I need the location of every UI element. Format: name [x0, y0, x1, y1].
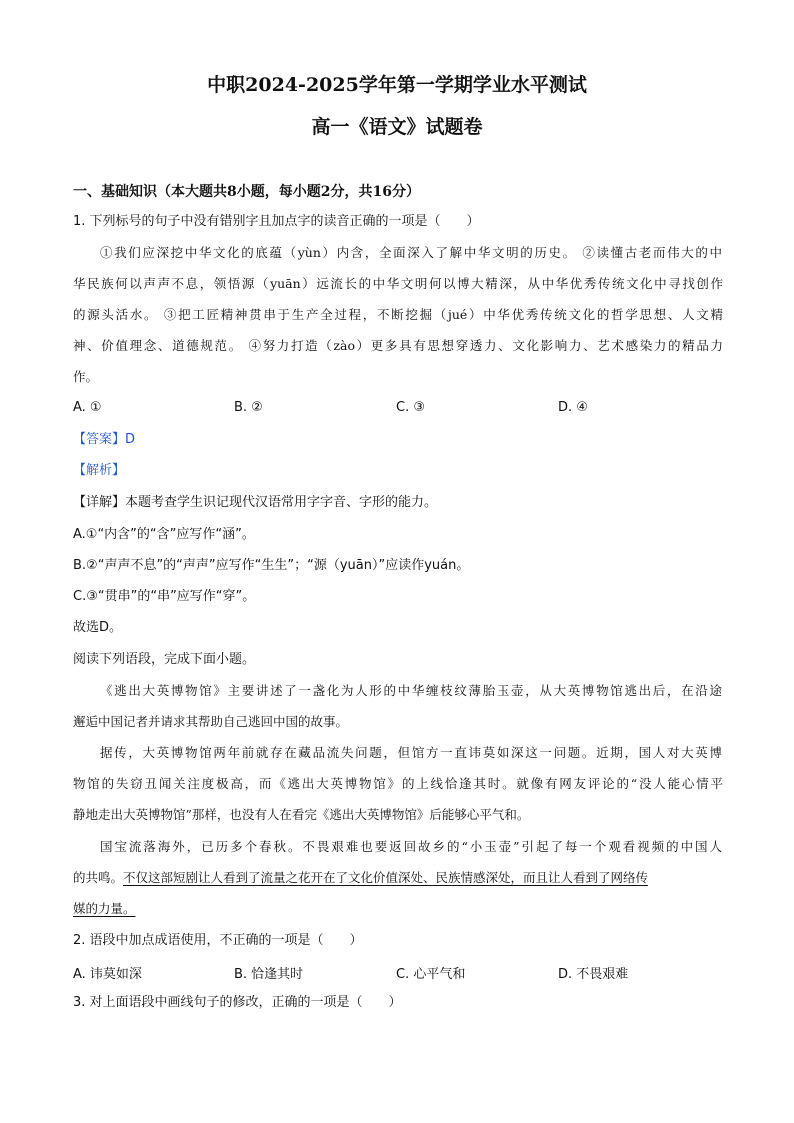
q1-explain-line: C.③“贯串”的“串”应写作“穿”。 — [73, 589, 256, 604]
question-2-stem: 2. 语段中加点成语使用，不正确的一项是（ ） — [73, 933, 363, 948]
q1-passage-line: 作。 — [73, 369, 99, 384]
reading-line: 静地走出大英博物馆”那样，也没有人在看完《逃出大英博物馆》后能够心平气和。 — [73, 807, 530, 822]
q1-passage-line: 华民族何以声声不息，领悟源（yuān）远流长的中华文明何以博大精深，从中华优秀传统文化中寻找创作 — [73, 276, 723, 291]
reading-line: 物馆的失窃丑闻关注度极高，而《逃出大英博物馆》的上线恰逢其时。就像有网友评论的“没人能心情平 — [73, 776, 723, 791]
q1-option-d: D. ④ — [558, 400, 588, 415]
q2-option-b: B. 恰逢其时 — [234, 967, 304, 982]
reading-intro: 阅读下列语段，完成下面小题。 — [73, 652, 256, 667]
underlined-sentence: 不仅这部短剧让人看到了流量之花开在了文化价值深处、民族情感深处，而且让人看到了网络传 — [123, 870, 649, 885]
reading-line: 国宝流落海外，已历多个春秋。不畏艰难也要返回故乡的“小玉壶”引起了每一个观看视频的中国人 — [100, 839, 722, 854]
reading-line — [73, 869, 723, 887]
answer-text: 【答案】D — [73, 432, 136, 447]
analysis-text: 【解析】 — [73, 463, 126, 478]
q1-option-b: B. ② — [234, 400, 263, 415]
reading-line — [73, 900, 723, 918]
reading-line: 《逃出大英博物馆》主要讲述了一盏化为人形的中华缠枝纹薄胎玉壶，从大英博物馆逃出后，在沿途 — [100, 683, 722, 698]
q1-explain-line: 故选D。 — [73, 620, 123, 635]
question-1-stem: 1. 下列标号的句子中没有错别字且加点字的读音正确的一项是（ ） — [73, 214, 480, 229]
exam-title: 中职2024-2025学年第一学期学业水平测试 — [207, 74, 587, 96]
q1-explain-line: A.①“内含”的“含”应写作“涵”。 — [73, 527, 255, 542]
question-3-stem: 3. 对上面语段中画线句子的修改，正确的一项是（ ） — [73, 995, 402, 1010]
reading-line: 据传，大英博物馆两年前就存在藏品流失问题，但馆方一直讳莫如深这一问题。近期，国人对大英博 — [100, 745, 722, 760]
q1-answer — [73, 431, 723, 449]
q2-option-a: A. 讳莫如深 — [73, 967, 142, 982]
q2-option-c: C. 心平气和 — [396, 967, 466, 982]
reading-text: 的共鸣。 — [73, 870, 124, 885]
underlined-sentence: 媒的力量。 — [73, 901, 136, 916]
q1-analysis-label — [73, 462, 723, 480]
q1-passage-line: ①我们应深挖中华文化的底蕴（yùn）内含，全面深入了解中华文明的历史。 ②读懂古老而伟大的中 — [100, 245, 722, 260]
q1-detail: 【详解】本题考查学生识记现代汉语常用字字音、字形的能力。 — [73, 495, 438, 510]
q1-explain-line: B.②“声声不息”的“声声”应写作“生生”；“源（yuān）”应读作yuán。 — [73, 558, 470, 573]
q1-option-c: C. ③ — [396, 400, 425, 415]
q2-option-d: D. 不畏艰难 — [558, 967, 629, 982]
q1-passage-line: 神、价值理念、道德规范。 ④努力打造（zào）更多具有思想穿透力、文化影响力、艺术感染力的精品力 — [73, 338, 723, 353]
section-heading: 一、基础知识（本大题共8小题，每小题2分，共16分） — [73, 184, 420, 200]
reading-line: 邂逅中国记者并请求其帮助自己逃回中国的故事。 — [73, 714, 349, 729]
q1-passage-line: 的源头活水。 ③把工匠精神贯串于生产全过程，不断挖掘（jué）中华优秀传统文化的哲学思想、人文精 — [73, 307, 723, 322]
exam-subtitle: 高一《语文》试题卷 — [311, 116, 483, 138]
q1-option-a: A. ① — [73, 400, 102, 415]
